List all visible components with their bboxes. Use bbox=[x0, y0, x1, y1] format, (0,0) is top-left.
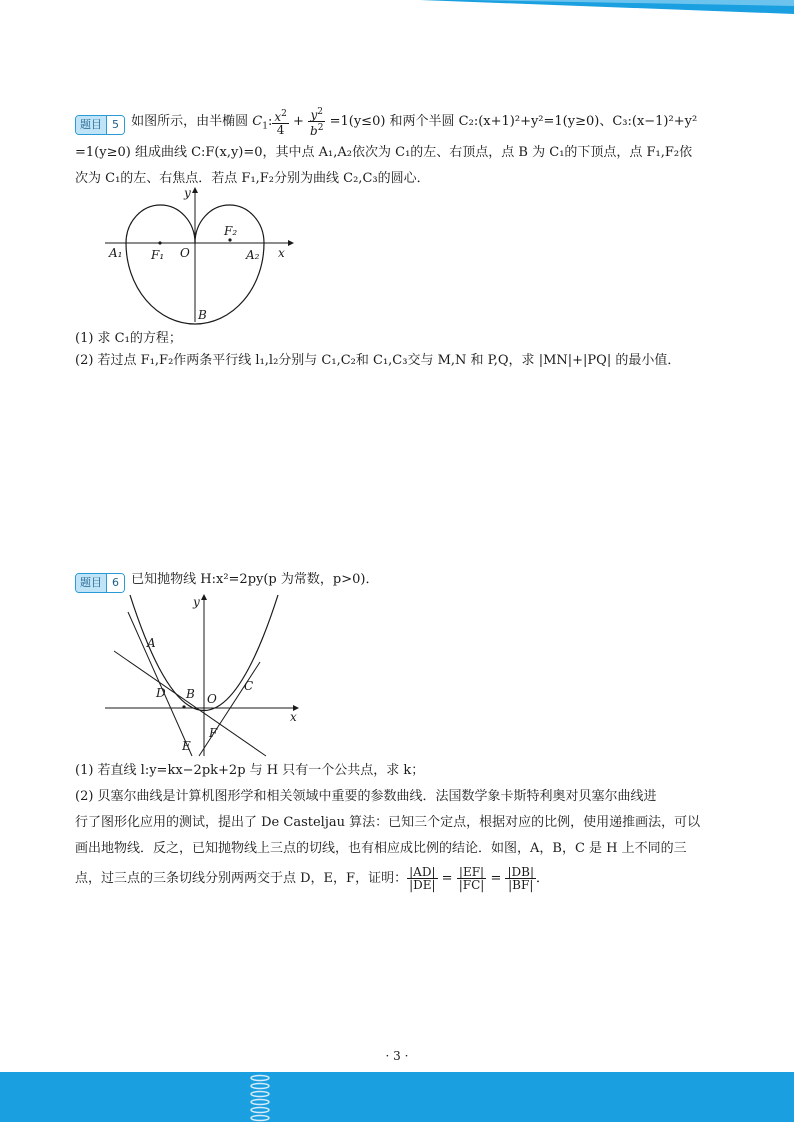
bottom-decorative-band bbox=[0, 1072, 794, 1122]
fig6-label-x: x bbox=[290, 710, 297, 724]
problem-5-questions bbox=[75, 326, 730, 374]
problem-5-q2: (2) 若过点 F₁,F₂作两条平行线 l₁,l₂分别与 C₁,C₂和 C₁,C₃交与 M,N 和 P,Q，求 |MN|+|PQ| 的最小值． bbox=[75, 353, 681, 368]
fig6-label-e: E bbox=[182, 739, 191, 753]
problem-6-questions bbox=[75, 758, 730, 896]
fig6-label-o: O bbox=[207, 692, 217, 706]
problem-6-q2-line-1: (2) 贝塞尔曲线是计算机图形学和相关领域中重要的参数曲线．法国数学象卡斯特利奥对贝塞尔曲线进 bbox=[75, 789, 657, 804]
frac-y2-b2: $\frac{y^2}{b^2}$ bbox=[310, 107, 324, 138]
problem-5-badge bbox=[75, 115, 125, 135]
problem-6-q2-line-4-text: 点，过三点的三条切线分别两两交于点 D，E，F，证明： bbox=[75, 871, 408, 886]
page-number: · 3 · bbox=[385, 1049, 409, 1063]
problem-6-q2-line-4: 点，过三点的三条切线分别两两交于点 D，E，F，证明： $\frac{|AD|}{|DE|}$ = $\frac{|EF|}{|FC|}$ = $\frac{|DB|}{|BF|}$ ． bbox=[75, 865, 550, 892]
problem-6-q2-line-2: 行了图形化应用的测试，提出了 De Casteljau 算法：已知三个定点，根据对应的比例，使用递推画法，可以 bbox=[75, 815, 701, 830]
fig5-label-o: O bbox=[180, 246, 190, 260]
fig6-label-d: D bbox=[156, 686, 166, 700]
problem-5-line-1-rest: =1(y≤0) 和两个半圆 C₂:(x+1)²+y²=1(y≥0)、C₃:(x−1)²+y² bbox=[325, 114, 698, 129]
frac-x2-4: $\frac{x^2}{4}$ bbox=[274, 108, 287, 137]
fig6-label-b: B bbox=[186, 687, 195, 701]
fig5-label-b: B bbox=[198, 308, 207, 322]
problem-badge-number: 5 bbox=[106, 116, 124, 134]
problem-5-q1: (1) 求 C₁的方程； bbox=[75, 331, 182, 346]
problem-5-intro: 如图所示，由半椭圆 bbox=[131, 114, 253, 129]
ratio-db-bf: $\frac{|DB|}{|BF|}$ bbox=[507, 865, 535, 892]
c-subscript: 1 bbox=[262, 121, 268, 132]
fig6-label-c: C bbox=[244, 679, 254, 693]
problem-badge-label: 题目 bbox=[76, 574, 106, 592]
problem-5-line-1: 题目 5 如图所示，由半椭圆 $C_1$: $\frac{x^2}{4}$ + $\frac{y^2}{b^2}$ =1(y≤0) 和两个半圆 C₂:(x+1)²+y²=1(y≥0)、C₃:(x−1)²+y² bbox=[75, 106, 730, 140]
figure-parabola-tangents bbox=[100, 590, 310, 760]
problem-5-line-3: 次为 C₁的左、右焦点．若点 F₁,F₂分别为曲线 C₂,C₃的圆心． bbox=[75, 170, 430, 186]
fig6-label-a: A bbox=[147, 636, 156, 650]
c-letter: C bbox=[252, 114, 263, 129]
ratio-ef-fc: $\frac{|EF|}{|FC|}$ bbox=[458, 865, 485, 892]
problem-6-q2-line-3: 画出地物线．反之，已知抛物线上三点的切线，也有相应成比例的结论．如图，A，B，C 是 H 上不同的三 bbox=[75, 841, 687, 856]
fig5-label-a1: A₁ bbox=[109, 246, 123, 260]
problem-5 bbox=[75, 106, 730, 192]
colon: : bbox=[267, 114, 273, 129]
top-decorative-band bbox=[0, 0, 794, 20]
spiral-binding-icon bbox=[248, 1072, 272, 1122]
problem-badge-number: 6 bbox=[106, 574, 124, 592]
fig6-label-f: F bbox=[209, 726, 218, 740]
ratio-ad-de: $\frac{|AD|}{|DE|}$ bbox=[409, 865, 436, 892]
figure-heart-curve bbox=[100, 185, 300, 325]
problem-badge-label: 题目 bbox=[76, 116, 106, 134]
fig5-label-f1: F₁ bbox=[151, 248, 165, 262]
fig5-label-x: x bbox=[278, 246, 285, 260]
problem-6-q1: (1) 若直线 l:y=kx−2pk+2p 与 H 只有一个公共点，求 k； bbox=[75, 763, 425, 778]
fig5-label-a2: A₂ bbox=[246, 248, 260, 262]
fig6-label-y: y bbox=[193, 595, 200, 609]
problem-5-line-2: =1(y≥0) 组成曲线 C:F(x,y)=0，其中点 A₁,A₂依次为 C₁的左、右顶点，点 B 为 C₁的下顶点，点 F₁,F₂依 bbox=[75, 144, 693, 160]
fig5-label-f2: F₂ bbox=[224, 224, 238, 238]
fig5-label-y: y bbox=[184, 186, 191, 200]
problem-6-stem: 已知抛物线 H:x²=2py(p 为常数，p>0)． bbox=[131, 572, 379, 587]
